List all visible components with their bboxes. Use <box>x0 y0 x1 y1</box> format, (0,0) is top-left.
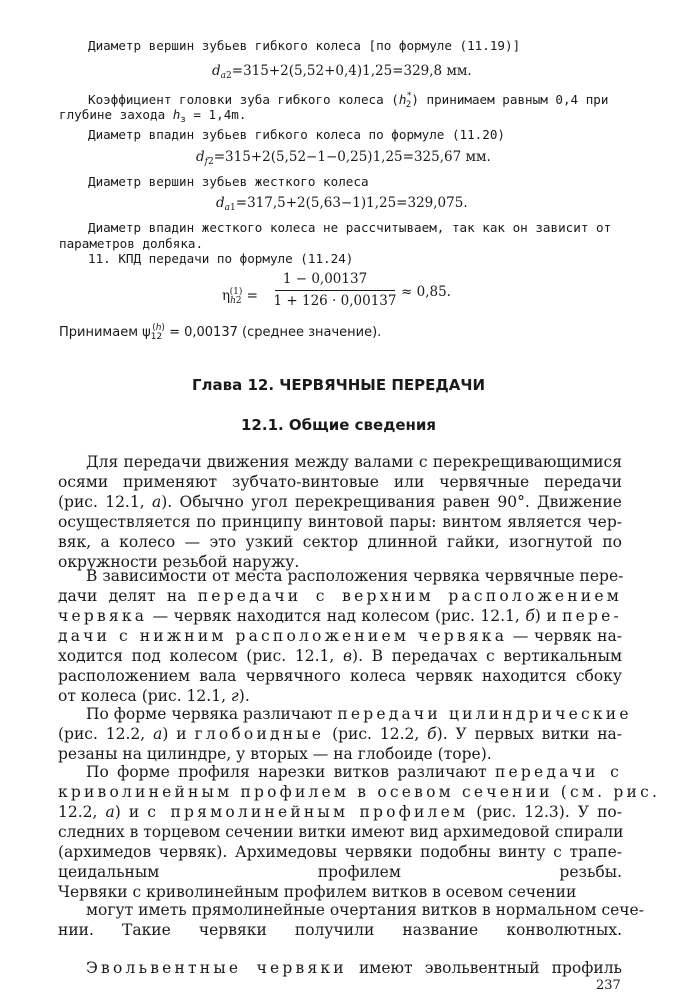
formula-eta-result: ≈ 0,85. <box>401 284 451 300</box>
text-line: осуществляется по принципу винтовой пары: винтом является чер- <box>58 513 622 531</box>
chapter-heading: Глава 12. ЧЕРВЯЧНЫЕ ПЕРЕДАЧИ <box>191 376 485 394</box>
text-line: цеидальным профилем резьбы. <box>58 863 622 881</box>
text-line: дачи делят на передачи с верхним расположением <box>58 587 622 605</box>
section-heading: 12.1. Общие сведения <box>241 416 436 434</box>
text-line: резаны на цилиндре, у вторых — на глобоиде (торе). <box>58 745 492 763</box>
text-line: (архимедов червяк). Архимедовы червяки подобны винту с трапе- <box>58 843 622 861</box>
text-line: ходится под колесом (рис. 12.1, в). В передачах с вертикальным <box>58 647 623 665</box>
text-line: В зависимости от места расположения червяка червячные пере- <box>86 567 624 585</box>
text-line: дачи с нижним расположением червяка — червяк на- <box>58 627 622 645</box>
text-line: По форме профиля нарезки витков различают передачи с <box>86 763 622 781</box>
text-line: Червяки с криволинейным профилем витков в осевом сечении <box>58 883 577 901</box>
line-2: Коэффициент головки зуба гибкого колеса $(h^*_2)$ принимаем равным 0,4 при <box>88 91 609 110</box>
formula-df2: $d_{f2}=315+2(5,52-1-0,25)1,25=325,67$ мм. <box>196 149 491 167</box>
text-line: По форме червяка различают передачи цилиндрические <box>86 705 632 723</box>
text-line: Эвольвентные червяки имеют эвольвентный профиль <box>86 959 622 977</box>
line-6: Диаметр впадин жесткого колеса не рассчитываем, так как он зависит от <box>88 220 612 235</box>
page-number: 237 <box>596 978 621 993</box>
text-line: Для передачи движения между валами с перекрещивающимися <box>86 453 622 471</box>
text-line: от колеса (рис. 12.1, г). <box>58 687 250 705</box>
text-line: окружности резьбой наружу. <box>58 553 300 571</box>
line-9: Принимаем $\psi_{12}^{(h)} = 0,00137$ (среднее значение). <box>59 323 382 342</box>
text-line: червяка — червяк находится над колесом (рис. 12.1, б) и пере- <box>58 607 622 625</box>
formula-da1: $d_{a1}=317,5+2(5,63-1)1,25=329,075$. <box>216 195 468 213</box>
fraction-numerator: 1 − 0,00137 <box>282 271 368 287</box>
fraction-denominator: 1 + 126 · 0,00137 <box>273 293 397 309</box>
line-1: Диаметр вершин зубьев гибкого колеса [по формуле (11.19)] <box>88 38 521 53</box>
text-line: расположением вала червячного колеса червяк находится сбоку <box>58 667 622 685</box>
text-line: нии. Такие червяки получили название конволютных. <box>58 921 622 939</box>
text-line: могут иметь прямолинейные очертания витков в нормальном сече- <box>86 901 644 919</box>
text-line: осями применяют зубчато-винтовые или червячные передачи <box>58 473 622 491</box>
line-8: 11. КПД передачи по формуле (11.24) <box>88 251 354 266</box>
text-line: следних в торцевом сечении витки имеют вид архимедовой спирали <box>58 823 624 841</box>
line-3: глубине захода $h_з = 1,4m$. <box>59 107 247 125</box>
text-line: (рис. 12.1, а). Обычно угол перекрещивания равен 90°. Движение <box>58 493 622 511</box>
text-line: 12.2, а) и с прямолинейным профилем (рис. 12.3). У по- <box>58 803 622 821</box>
text-line: вяк, а колесо — это узкий сектор длинной гайки, изогнутой по <box>58 533 622 551</box>
line-5: Диаметр вершин зубьев жесткого колеса <box>88 174 369 189</box>
text-line: (рис. 12.2, а) и глобоидные (рис. 12.2, б). У первых витки на- <box>58 725 623 743</box>
fraction-bar <box>275 290 395 291</box>
formula-eta-lhs: $\eta_{h2}^{(1)}$ = <box>222 287 258 306</box>
line-4: Диаметр впадин зубьев гибкого колеса по формуле (11.20) <box>88 127 506 142</box>
line-7: параметров долбяка. <box>59 236 204 251</box>
text-line: криволинейным профилем в осевом сечении (см. рис. <box>58 783 661 801</box>
formula-da2: $d_{a2}=315+2(5,52+0,4)1,25=329,8$ мм. <box>212 63 472 81</box>
